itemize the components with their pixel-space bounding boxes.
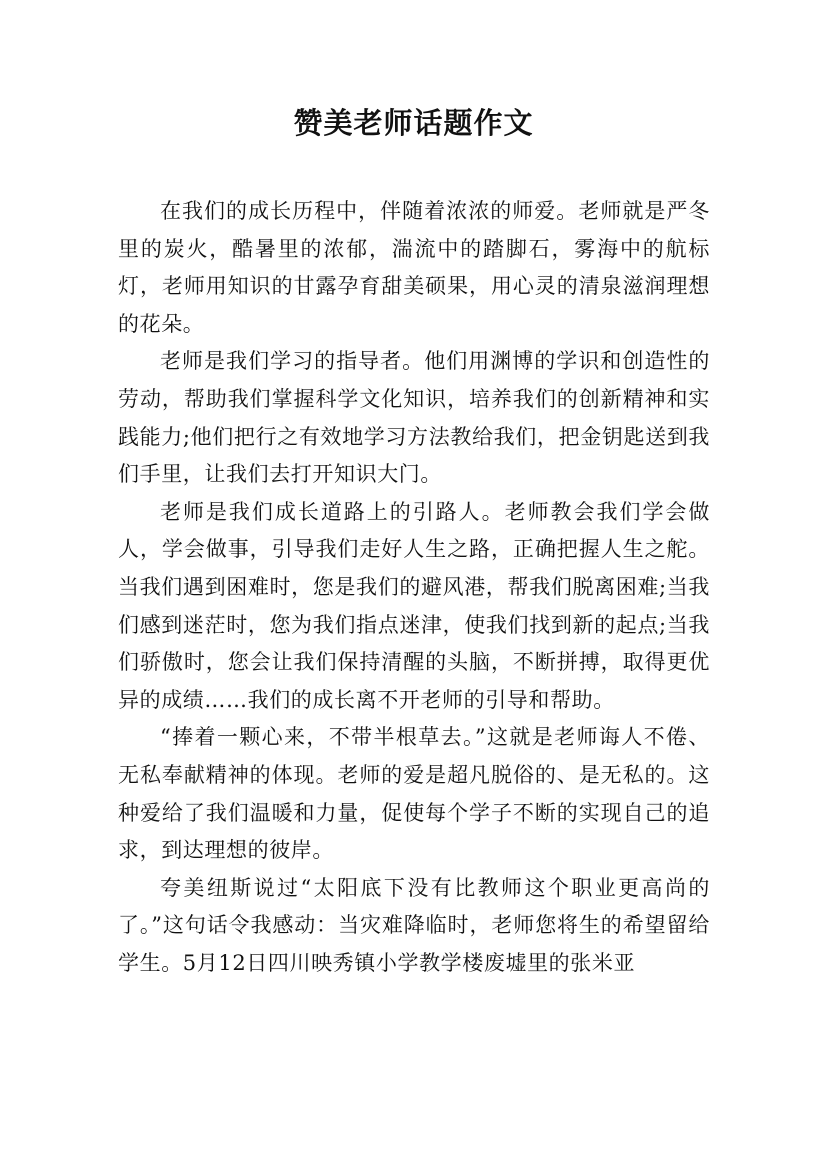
- paragraph: 老师是我们学习的指导者。他们用渊博的学识和创造性的劳动，帮助我们掌握科学文化知识，培养我们的创新精神和实践能力;他们把行之有效地学习方法教给我们，把金钥匙送到我们手里，让我们去打开知识大门。: [118, 349, 710, 487]
- document-title: 赞美老师话题作文: [293, 106, 534, 140]
- paragraph: 老师是我们成长道路上的引路人。老师教会我们学会做人，学会做事，引导我们走好人生之路，正确把握人生之舵。当我们遇到困难时，您是我们的避风港，帮我们脱离困难;当我们感到迷茫时，您为我们指点迷津，使我们找到新的起点;当我们骄傲时，您会让我们保持清醒的头脑，不断拼搏，取得更优异的成绩……我们的成长离不开老师的引导和帮助。: [118, 499, 710, 712]
- paragraph: “捧着一颗心来，不带半根草去。”这就是老师诲人不倦、无私奉献精神的体现。老师的爱是超凡脱俗的、是无私的。这种爱给了我们温暖和力量，促使每个学子不断的实现自己的追求，到达理想的彼岸。: [118, 725, 710, 863]
- paragraph: 在我们的成长历程中，伴随着浓浓的师爱。老师就是严冬里的炭火，酷暑里的浓郁，湍流中的踏脚石，雾海中的航标灯，老师用知识的甘露孕育甜美硕果，用心灵的清泉滋润理想的花朵。: [118, 199, 710, 336]
- document-body: [118, 193, 710, 982]
- paragraph: 夸美纽斯说过“太阳底下没有比教师这个职业更高尚的了。”这句话令我感动：当灾难降临时，老师您将生的希望留给学生。5月12日四川映秀镇小学教学楼废墟里的张米亚: [118, 875, 710, 975]
